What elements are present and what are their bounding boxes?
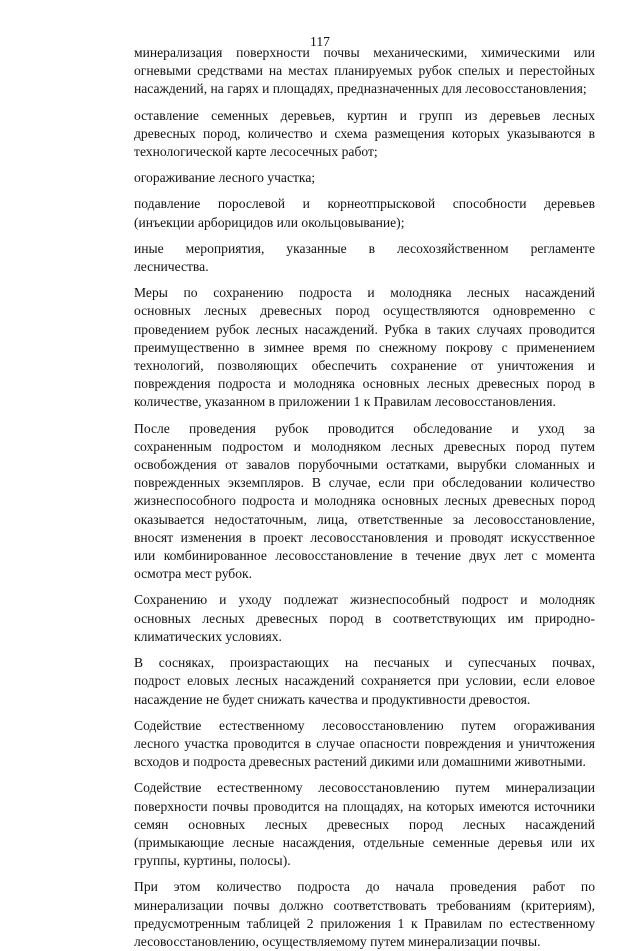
- text-line: минерализации почвы должно соответствовать требованиям (критериям),: [134, 897, 595, 913]
- text-line: Содействие естественному лесовосстановлению путем минерализации: [134, 780, 595, 796]
- text-line: сохраненным подростом и молодняком лесных древесных пород путем: [134, 438, 595, 454]
- document-body: [90, 44, 595, 951]
- text-line: Содействие естественному лесовосстановлению путем огораживания: [134, 717, 595, 733]
- paragraph: [90, 195, 595, 231]
- paragraph: [90, 591, 595, 646]
- paragraph: [90, 654, 595, 709]
- text-line: В сосняках, произрастающих на песчаных и супесчаных почвах,: [134, 655, 595, 671]
- text-line: насаждений, на гарях и площадях, предназначенных для лесовосстановления;: [134, 81, 587, 97]
- paragraph: [90, 169, 595, 187]
- text-line: Меры по сохранению подроста и молодняка лесных насаждений: [134, 285, 595, 301]
- text-line: огневыми средствами на местах планируемых рубок спелых и перестойных: [134, 63, 595, 79]
- text-line: (инъекции арборицидов или окольцовывание);: [134, 214, 405, 230]
- paragraph: [90, 44, 595, 99]
- text-line: поверхности почвы проводится на площадях, на которых имеются источники: [134, 798, 595, 814]
- text-line: вносят изменения в проект лесовосстановления и проводят искусственное: [134, 529, 595, 545]
- text-line: древесных пород, количество и схема размещения которых указываются в: [134, 125, 595, 141]
- text-line: технологической карте лесосечных работ;: [134, 144, 378, 160]
- text-line: подавление порослевой и корнеотпрысковой способности деревьев: [134, 196, 595, 212]
- paragraph: [90, 878, 595, 951]
- text-line: всходов и подроста древесных растений дикими или домашними животными.: [134, 754, 586, 770]
- text-line: освобождения от завалов порубочными остатками, вырубки сломанных и: [134, 457, 595, 473]
- text-line: При этом количество подроста до начала проведения работ по: [134, 879, 595, 895]
- text-line: семян основных лесных древесных пород лесных насаждений: [134, 816, 595, 832]
- text-line: преимущественно в зимнее время по снежному покрову с применением: [134, 339, 595, 355]
- text-line: подрост еловых лесных насаждений сохраняется при условии, если еловое: [134, 673, 595, 689]
- page-number: 117: [310, 34, 330, 49]
- text-line: лесничества.: [134, 259, 209, 275]
- text-line: огораживание лесного участка;: [134, 170, 316, 186]
- paragraph: [90, 420, 595, 584]
- text-line: (примыкающие лесные насаждения, отдельные семенные деревья или их: [134, 834, 595, 850]
- text-line: поврежденных экземпляров. В случае, если при обследовании количество: [134, 475, 595, 491]
- text-line: жизнеспособного подроста и молодняка основных лесных древесных пород: [134, 493, 595, 509]
- text-line: предусмотренным таблицей 2 приложения 1 к Правилам по естественному: [134, 915, 595, 931]
- text-line: повреждения подроста и молодняка основных лесных древесных пород в: [134, 376, 595, 392]
- text-line: Сохранению и уходу подлежат жизнеспособный подрост и молодняк: [134, 592, 595, 608]
- text-line: лесовосстановлению, осуществляемому путем минерализации почвы.: [134, 933, 541, 949]
- text-line: насаждение не будет снижать качества и продуктивности древостоя.: [134, 691, 531, 707]
- text-line: оставление семенных деревьев, куртин и групп из деревьев лесных: [134, 107, 595, 123]
- paragraph: [90, 717, 595, 772]
- paragraph: [90, 779, 595, 870]
- text-line: проведением рубок лесных насаждений. Рубка в таких случаях проводится: [134, 321, 595, 337]
- text-line: основных лесных древесных пород осуществляются одновременно с: [134, 303, 595, 319]
- text-line: оказывается недостаточным, лица, ответственные за лесовосстановление,: [134, 511, 595, 527]
- text-line: минерализация поверхности почвы механическими, химическими или: [134, 45, 595, 60]
- text-line: или комбинированное лесовосстановление в течение двух лет с момента: [134, 548, 595, 564]
- paragraph: [90, 107, 595, 162]
- text-line: технологий, позволяющих обеспечить сохранение от уничтожения и: [134, 358, 595, 374]
- text-line: осмотра мест рубок.: [134, 566, 253, 582]
- text-line: основных лесных древесных пород в соответствующих им природно-: [134, 610, 595, 626]
- paragraph: [90, 284, 595, 411]
- paragraph: [90, 240, 595, 276]
- text-line: лесного участка проводится в случае опасности повреждения и уничтожения: [134, 735, 595, 751]
- text-line: климатических условиях.: [134, 628, 282, 644]
- text-line: группы, куртины, полосы).: [134, 853, 291, 869]
- text-line: иные мероприятия, указанные в лесохозяйственном регламенте: [134, 240, 595, 256]
- text-line: После проведения рубок проводится обследование и уход за: [134, 420, 595, 436]
- text-line: количестве, указанном в приложении 1 к Правилам лесовосстановления.: [134, 394, 556, 410]
